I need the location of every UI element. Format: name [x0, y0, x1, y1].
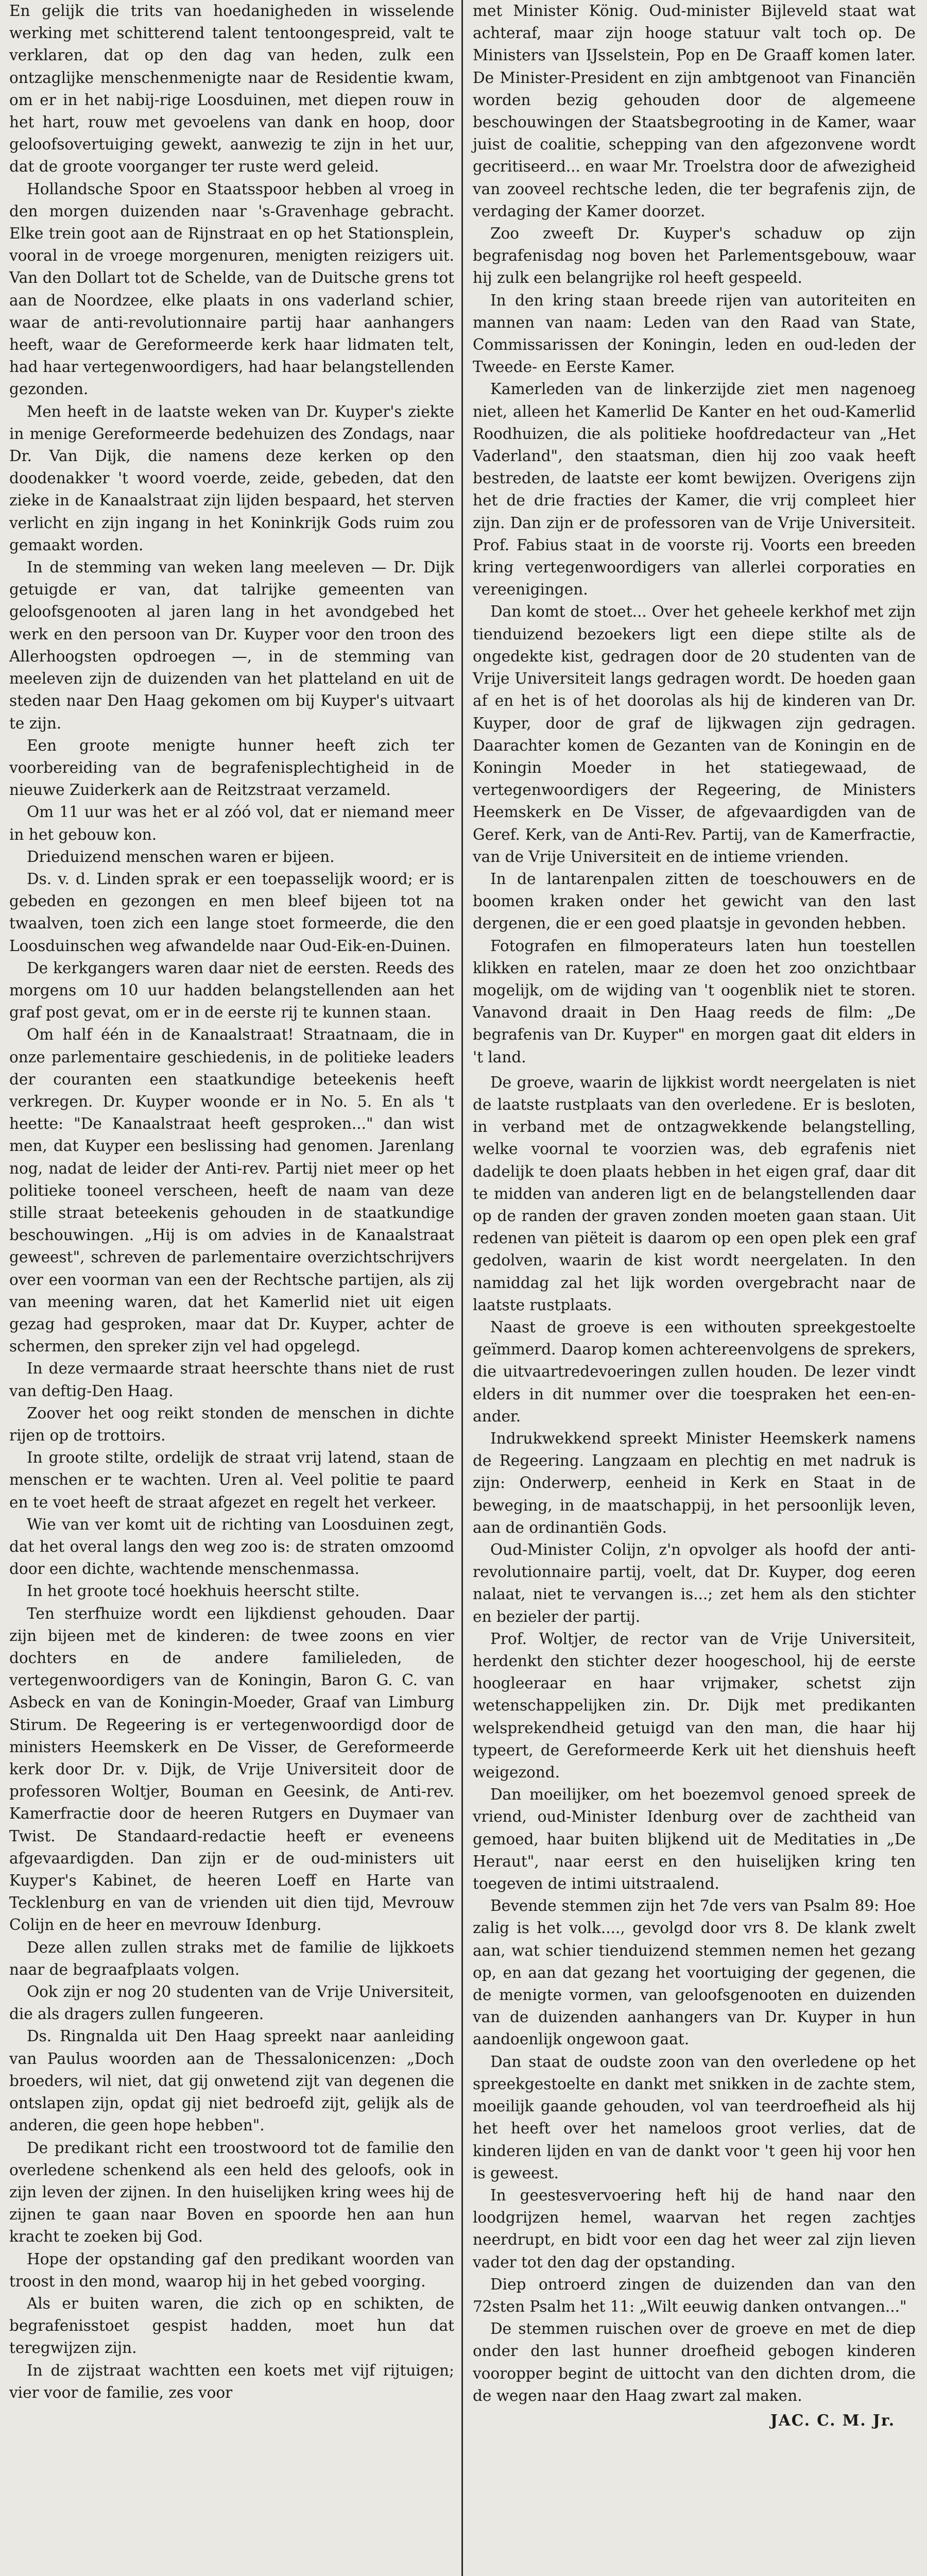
article-paragraph: Zoover het oog reikt stonden de menschen in dichte rijen op de trottoirs.: [9, 1404, 454, 1444]
article-paragraph: Als er buiten waren, die zich op en schikten, de begrafenisstoet gespist hadden, moet hun dat teregwijzen zijn.: [9, 2294, 454, 2357]
article-paragraph: Wie van ver komt uit de richting van Loosduinen zegt, dat het overal langs den weg zoo is: de straten omzoomd door een dichte, wachtende menschenmassa.: [9, 1515, 454, 1578]
article-paragraph: Drieduizend menschen waren er bijeen.: [27, 848, 335, 866]
article-paragraph: Deze allen zullen straks met de familie de lijkkoets naar de begraafplaats volgen.: [9, 1938, 454, 1978]
article-paragraph: In den kring staan breede rijen van autoriteiten en mannen van naam: Leden van den Raad van State, Commissarissen der Koningin, leden en oud-leden der Tweede- en Eerste Kamer.: [473, 291, 916, 376]
article-paragraph: Oud-Minister Colijn, z'n opvolger als hoofd der anti-revolutionnaire partij, voelt, dat Dr. Kuyper, dog eeren nalaat, niet te vervangen is...; zet hem als den stichter en bezieler der partij.: [473, 1541, 916, 1625]
article-paragraph: met Minister König. Oud-minister Bijleveld staat wat achteraf, maar zijn hooge statuur valt toch op. De Ministers van IJsselstein, Pop en De Graaff komen later. De Minister-President en zijn ambtgenoot van Financiën worden bezig gehouden door de algemeene beschouwingen der Staatsbegrooting in de Kamer, waar juist de coalitie, schepping van den afgezonvene wordt gecritiseerd... en waar Mr. Troelstra door de afwezigheid van zooveel rechtsche leden, die ter begrafenis zijn, de verdaging der Kamer doorzet.: [473, 2, 916, 220]
article-paragraph: In de lantarenpalen zitten de toeschouwers en de boomen kraken onder het gewicht van den last dergenen, die er een goed plaatsje in gevonden hebben.: [473, 870, 916, 933]
article-paragraph: Zoo zweeft Dr. Kuyper's schaduw op zijn begrafenisdag nog boven het Parlementsgebouw, waar hij zulk een belangrijke rol heeft gespeeld.: [473, 225, 916, 287]
article-paragraph: Bevende stemmen zijn het 7de vers van Psalm 89: Hoe zalig is het volk...., gevolgd door vrs 8. De klank zwelt aan, wat schier tienduizend stemmen nemen het gezang op, en aan dat gezang het voortuiging der gegenen, die de menigte vormen, van geloofsgenooten en duizenden van de duizenden aanhangers van Dr. Kuyper in hun aandoenlijk ongewoon gaat.: [473, 1897, 916, 2048]
article-paragraph: Om half één in de Kanaalstraat! Straatnaam, die in onze parlementaire geschiedenis, in de politieke leaders der couranten een staatkundige beteekenis heeft verkregen. Dr. Kuyper woonde er in No. 5. En als 't heette: "De Kanaalstraat heeft gesproken..." dan wist men, dat Kuyper een beslissing had genomen. Jarenlang nog, nadat de leider der Anti-rev. Partij niet meer op het politieke tooneel verscheen, heeft de naam van deze stille straat beteekenis gehouden in de staatkundige beschouwingen. „Hij is om advies in de Kanaalstraat geweest", schreven de parlementaire overzichtschrijvers over een voorman van een der Rechtsche partijen, als zij van meening waren, dat het Kamerlid niet uit eigen gezag had gesproken, maar dat Dr. Kuyper, achter de schermen, den spreker zijn vel had opgelegd.: [9, 1026, 454, 1355]
article-paragraph: In groote stilte, ordelijk de straat vrij latend, staan de menschen er te wachten. Uren al. Veel politie te paard en te voet heeft de straat afgezet en regelt het verkeer.: [9, 1449, 454, 1511]
article-paragraph: Men heeft in de laatste weken van Dr. Kuyper's ziekte in menige Gereformeerde bedehuizen des Zondags, naar Dr. Van Dijk, die namens deze kerken op den doodenakker 't woord voerde, zeide, gebeden, dat den zieke in de Kanaalstraat zijn lijden bespaard, het sterven verlicht en zijn ingang in het Koninkrijk Gods ruim zou gemaakt worden.: [9, 402, 454, 554]
article-paragraph: En gelijk die trits van hoedanigheden in wisselende werking met schitterend talent tentoongespreid, valt te verklaren, dat op den dag van heden, zulk een ontzaglijke menschenmenigte naar de Residentie kwam, om er in het nabij-rige Loosduinen, met diepen rouw in het hart, rouw met gevoelens van dank en hoop, door geloofsovertuiging gewekt, aanwezig te zijn in het uur, dat de groote voorganger ter ruste werd geleid.: [9, 2, 454, 176]
article-paragraph: Dan komt de stoet... Over het geheele kerkhof met zijn tienduizend bezoekers ligt een diepe stilte als de ongedekte kist, gedragen door de 20 studenten van de Vrije Universiteit langs gedragen wordt. De hoeden gaan af en het is of het doorolas als hij de kinderen van Dr. Kuyper, door de graf de lijkwagen zijn gedragen. Daarachter komen de Gezanten van de Koningin en de Koningin Moeder in het statiegewaad, de vertegenwoordigers der Regeering, de Ministers Heemskerk en De Visser, de afgevaardigden van de Geref. Kerk, van de Anti-Rev. Partij, van de Kamerfractie, van de Vrije Universiteit en de intieme vrienden.: [473, 603, 916, 866]
author-signature: JAC. C. M. Jr.: [770, 2411, 895, 2429]
article-paragraph: Hope der opstanding gaf den predikant woorden van troost in den mond, waarop hij in het gebed voorging.: [9, 2250, 454, 2290]
article-paragraph: In de stemming van weken lang meeleven — Dr. Dijk getuigde er van, dat talrijke gemeenten van geloofsgenooten al jaren lang in het avondgebed het werk en den persoon van Dr. Kuyper voor den troon des Allerhoogsten opdroegen —, in de stemming van meeleven zijn de duizenden van het platteland en uit de steden naar Den Haag gekomen om bij Kuyper's uitvaart te zijn.: [9, 558, 454, 732]
article-paragraph: Ook zijn er nog 20 studenten van de Vrije Universiteit, die als dragers zullen fungeeren.: [9, 1983, 454, 2023]
article-paragraph: Prof. Woltjer, de rector van de Vrije Universiteit, herdenkt den stichter dezer hoogeschool, hij de eerste hoogleeraar en haar vrijmaker, schetst zijn wetenschappelijken zin. Dr. Dijk met predikanten welsprekendheid getuigd van den man, die haar hij typeert, de Gereformeerde Kerk uit het dienshuis heeft weigezond.: [473, 1630, 916, 1782]
article-paragraph: De kerkgangers waren daar niet de eersten. Reeds des morgens om 10 uur hadden belangstellenden aan het graf post gevat, om er in de eerste rij te kunnen staan.: [9, 959, 454, 1022]
article-paragraph: In geestesvervoering heft hij de hand naar den loodgrijzen hemel, waarvan het regen zachtjes neerdrupt, en bidt voor een dag het weer zal zijn lieven vader tot den dag der opstanding.: [473, 2186, 916, 2271]
column-divider: [461, 0, 463, 2576]
article-paragraph: In deze vermaarde straat heerschte thans niet de rust van deftig-Den Haag.: [9, 1360, 454, 1400]
article-paragraph: Fotografen en filmoperateurs laten hun toestellen klikken en ratelen, maar ze doen het zoo onzichtbaar mogelijk, om de wijding van 't oogenblik niet te storen. Vanavond draait in Den Haag reeds de film: „De begrafenis van Dr. Kuyper" en morgen gaat dit elders in 't land.: [473, 937, 916, 1066]
article-paragraph: In het groote tocé hoekhuis heerscht stilte.: [27, 1582, 360, 1600]
article-paragraph: Dan moeilijker, om het boezemvol genoed spreek de vriend, oud-Minister Idenburg over de zachtheid van gemoed, haar buiten blijkend uit de Meditaties in „De Heraut", naar eerst en den huiselijken kring ten toegeven de intimi uitstraalend.: [473, 1786, 916, 1893]
right-column: [464, 0, 925, 2576]
article-paragraph: Hollandsche Spoor en Staatsspoor hebben al vroeg in den morgen duizenden naar 's-Gravenhage gebracht. Elke trein goot aan de Rijnstraat en op het Stationsplein, vooral in de vroege morgenuren, menigten reizigers uit. Van den Dollart tot de Schelde, van de Duitsche grens tot aan de Noordzee, elke plaats in ons vaderland schier, waar de anti-revolutionnaire partij haar aanhangers heeft, waar de Gereformeerde kerk haar lidmaten telt, had haar vertegenwoordigers, had haar belangstellenden gezonden.: [9, 180, 454, 398]
article-paragraph: De groeve, waarin de lijkkist wordt neergelaten is niet de laatste rustplaats van den overledene. Er is besloten, in verband met de ontzagwekkende belangstelling, welke voornal te voorzien was, deb egrafenis niet dadelijk te doen plaats hebben in het eigen graf, daar dit te midden van anderen ligt en de belangstellenden daar op de randen der graven zonden moeten gaan staan. Uit redenen van piëteit is daarom op een open plek een graf gedolven, waarin de kist wordt neergelaten. In den namiddag zal het lijk worden overgebracht naar de laatste rustplaats.: [473, 1073, 916, 1314]
article-paragraph: Naast de groeve is een withouten spreekgestoelte geïmmerd. Daarop komen achtereenvolgens de sprekers, die uitvaartredevoeringen zullen houden. De lezer vindt elders in dit nummer over die toespraken het een-en-ander.: [473, 1318, 916, 1425]
article-paragraph: Diep ontroerd zingen de duizenden dan van den 72sten Psalm het 11: „Wilt eeuwig danken ontvangen...": [473, 2275, 916, 2315]
article-paragraph: Dan staat de oudste zoon van den overledene op het spreekgestoelte en dankt met snikken in de zachte stem, moeilijk gaande gehouden, vol van teerdroefheid als hij het heeft over het nameloos groot verlies, dat de kinderen lijden en van de dankt voor 't geen hij voor hen is geweest.: [473, 2053, 916, 2182]
article-paragraph: De predikant richt een troostwoord tot de familie den overledene schenkend als een held des geloofs, ook in zijn leven der zijnen. In den huiselijken kring wees hij de zijnen te gaan naar Boven en spoorde hen aan hun kracht te zoeken bij God.: [9, 2139, 454, 2246]
article-paragraph: Om 11 uur was het er al zóó vol, dat er niemand meer in het gebouw kon.: [9, 803, 454, 843]
article-paragraph: In de zijstraat wachtten een koets met vijf rijtuigen; vier voor de familie, zes voor: [9, 2361, 454, 2401]
article-paragraph: Ds. v. d. Linden sprak er een toepasselijk woord; er is gebeden en gezongen en men bleef bijeen tot na twaalven, toen zich een lange stoet formeerde, die den Loosduinschen weg afwandelde naar Oud-Eik-en-Duinen.: [9, 870, 454, 955]
article-paragraph: Kamerleden van de linkerzijde ziet men nagenoeg niet, alleen het Kamerlid De Kanter en het oud-Kamerlid Roodhuizen, die als politieke hoofdredacteur van „Het Vaderland", den staatsman, dien hij zoo vaak heeft bestreden, de laatste eer komt bewijzen. Overigens zijn het de drie fracties der Kamer, die vrij compleet hier zijn. Dan zijn er de professoren van de Vrije Universiteit. Prof. Fabius staat in de voorste rij. Voorts een breeden kring vertegenwoordigers van allerlei corporaties en vereenigingen.: [473, 380, 916, 599]
article-paragraph: Ten sterfhuize wordt een lijkdienst gehouden. Daar zijn bijeen met de kinderen: de twee zoons en vier dochters en de andere familieleden, de vertegenwoordigers van de Koningin, Baron G. C. van Asbeck en van de Koningin-Moeder, Graaf van Limburg Stirum. De Regeering is er vertegenwoordigd door de ministers Heemskerk en De Visser, de Gereformeerde kerk door Dr. v. Dijk, de Vrije Universiteit door de professoren Woltjer, Bouman en Geesink, de Anti-rev. Kamerfractie door de heeren Rutgers en Duymaer van Twist. De Standaard-redactie heeft er eveneens afgevaardigden. Dan zijn er de oud-ministers uit Kuyper's Kabinet, de heeren Loeff en Harte van Tecklenburg en van de vrienden uit dien tijd, Mevrouw Colijn en de heer en mevrouw Idenburg.: [9, 1604, 454, 1934]
article-paragraph: Een groote menigte hunner heeft zich ter voorbereiding van de begrafenisplechtigheid in de nieuwe Zuiderkerk aan de Reitzstraat verzameld.: [9, 736, 454, 799]
article-paragraph: Indrukwekkend spreekt Minister Heemskerk namens de Regeering. Langzaam en plechtig en met nadruk is zijn: Onderwerp, eenheid in Kerk en Staat in de beweging, in de maatschappij, in het persoonlijk leven, aan de ordinantiën Gods.: [473, 1430, 916, 1536]
article-paragraph: De stemmen ruischen over de groeve en met de diep onder den last hunner droefheid gebogen kinderen vooropper begint de uittocht van den dichten drom, die de wegen naar den Haag zwart zal maken.: [473, 2320, 916, 2404]
article-paragraph: Ds. Ringnalda uit Den Haag spreekt naar aanleiding van Paulus woorden aan de Thessalonicenzen: „Doch broeders, wil niet, dat gij onwetend zijt van degenen die ontslapen zijn, opdat gij niet bedroefd zijt, gelijk als de anderen, die geen hope hebben".: [9, 2027, 454, 2134]
